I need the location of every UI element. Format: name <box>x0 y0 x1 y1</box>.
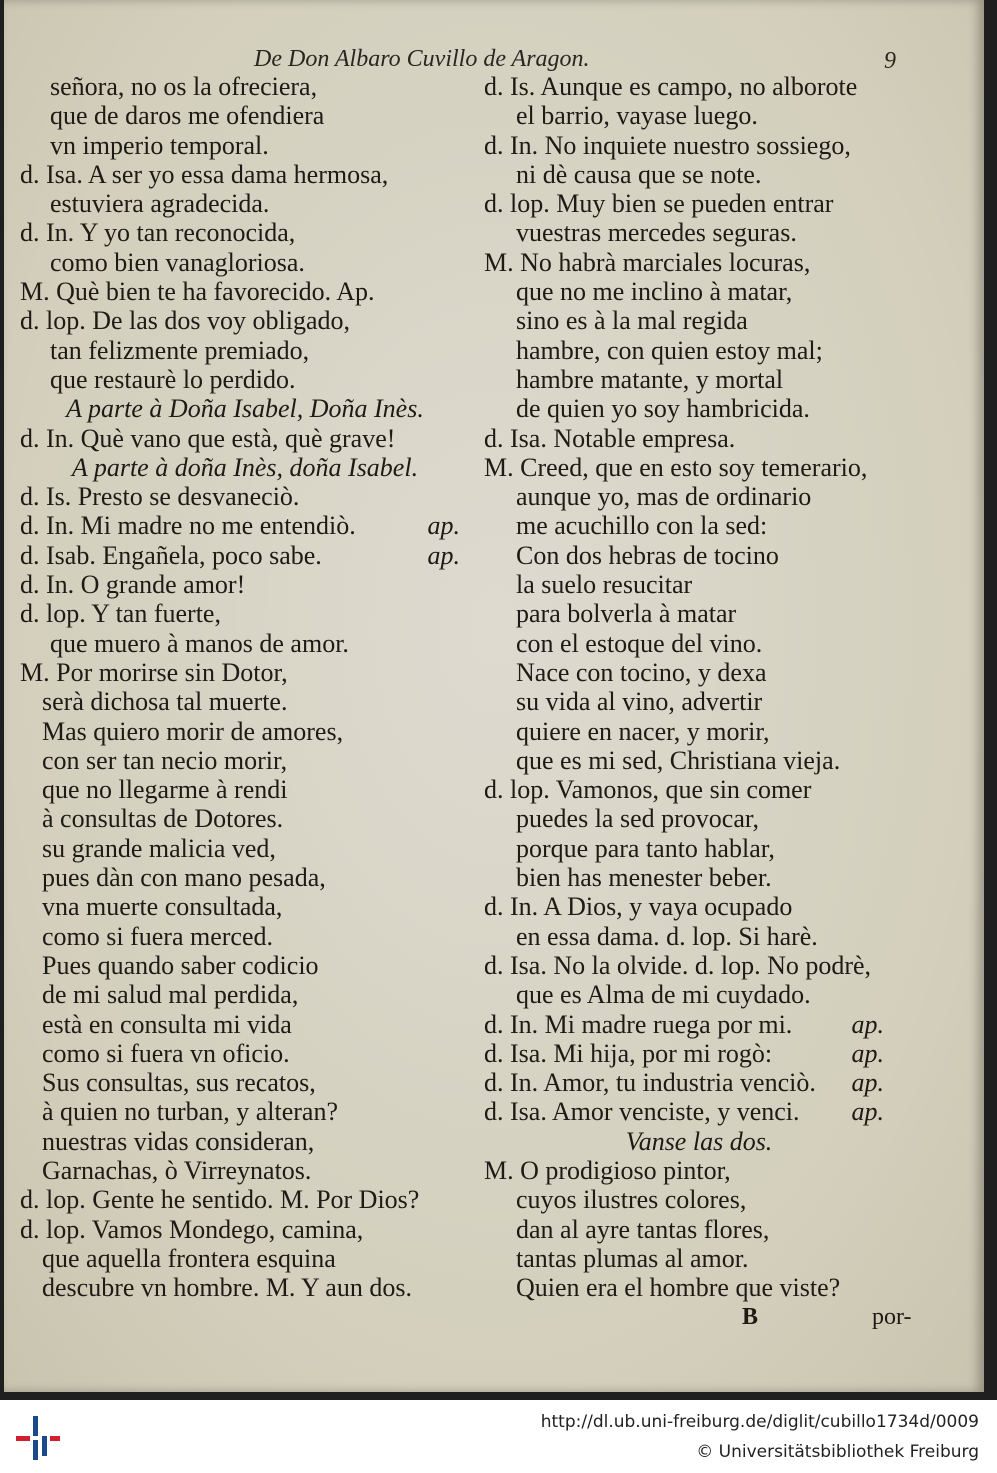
verse-line <box>484 1068 914 1097</box>
verse-text: que es Alma de mi cuydado. <box>516 980 811 1010</box>
verse-line <box>484 131 914 160</box>
verse-line <box>484 218 914 247</box>
verse-line <box>484 453 914 482</box>
verse-line <box>484 951 914 980</box>
verse-text: està en consulta mi vida <box>42 1009 292 1039</box>
verse-line <box>484 482 914 511</box>
verse-line <box>20 1039 470 1068</box>
verse-line <box>484 892 914 921</box>
verse-line <box>20 863 470 892</box>
running-title: De Don Albaro Cuvillo de Aragon. <box>254 46 590 72</box>
left-text-column <box>20 72 470 1302</box>
verse-text: d. Isa. Notable empresa. <box>484 423 736 453</box>
logo-bar-bottom <box>33 1440 38 1460</box>
verse-line <box>484 1185 914 1214</box>
verse-line <box>20 1127 470 1156</box>
verse-text: d. lop. Vamonos, que sin comer <box>484 775 812 805</box>
verse-line <box>484 336 914 365</box>
verse-text: Quien era el hombre que viste? <box>516 1273 841 1303</box>
aside-marker: ap. <box>851 1038 884 1068</box>
verse-text: que no llegarme à rendi <box>42 775 288 805</box>
verse-line <box>484 1156 914 1185</box>
verse-line <box>20 746 470 775</box>
verse-text: para bolverla à matar <box>516 599 737 629</box>
ub-freiburg-logo-icon <box>14 1414 62 1462</box>
verse-line <box>20 922 470 951</box>
verse-line <box>20 1273 470 1302</box>
verse-text: con ser tan necio morir, <box>42 745 288 775</box>
verse-line <box>20 1097 470 1126</box>
verse-text: d. Isa. No la olvide. d. lop. No podrè, <box>484 950 872 980</box>
verse-text: Garnachas, ò Virreynatos. <box>42 1155 312 1185</box>
verse-text: M. Què bien te ha favorecido. Ap. <box>20 277 375 307</box>
verse-line <box>20 277 470 306</box>
verse-line <box>484 189 914 218</box>
verse-text: con el estoque del vino. <box>516 628 763 658</box>
aside-marker: ap. <box>427 511 460 541</box>
verse-line <box>20 248 470 277</box>
verse-line <box>484 72 914 101</box>
verse-line <box>484 629 914 658</box>
verse-line <box>20 541 470 570</box>
verse-line <box>20 980 470 1009</box>
verse-line <box>484 1215 914 1244</box>
verse-text: M. Por morirse sin Dotor, <box>20 657 288 687</box>
verse-line <box>20 687 470 716</box>
verse-line <box>20 189 470 218</box>
verse-text: señora, no os la ofreciera, <box>50 72 318 101</box>
verse-line <box>20 424 470 453</box>
verse-text: Nace con tocino, y dexa <box>516 657 767 687</box>
verse-line <box>484 1097 914 1126</box>
verse-text: d. Isa. A ser yo essa dama hermosa, <box>20 159 389 189</box>
verse-line <box>20 365 470 394</box>
verse-line <box>484 541 914 570</box>
verse-text: d. Is. Aunque es campo, no alborote <box>484 72 858 101</box>
verse-text: aunque yo, mas de ordinario <box>516 482 812 512</box>
verse-text: como bien vanagloriosa. <box>50 247 305 277</box>
verse-text: d. lop. Vamos Mondego, camina, <box>20 1214 364 1244</box>
verse-text: que no me inclino à matar, <box>516 277 793 307</box>
verse-line <box>484 101 914 130</box>
verse-text: d. In. Amor, tu industria venciò. <box>484 1068 816 1098</box>
verse-text: estuviera agradecida. <box>50 189 270 219</box>
verse-text: d. lop. De las dos voy obligado, <box>20 306 351 336</box>
verse-text: d. Isa. Mi hija, por mi rogò: <box>484 1038 773 1068</box>
verse-line <box>20 131 470 160</box>
verse-text: M. No habrà marciales locuras, <box>484 247 811 277</box>
verse-text: su grande malicia ved, <box>42 833 276 863</box>
verse-text: que es mi sed, Christiana vieja. <box>516 745 841 775</box>
verse-line <box>20 1244 470 1273</box>
verse-line <box>20 1010 470 1039</box>
verse-line <box>20 511 470 540</box>
viewer-footer <box>0 1400 997 1473</box>
verse-text: vna muerte consultada, <box>42 892 283 922</box>
verse-line <box>20 101 470 130</box>
verse-text: Vanse las dos. <box>625 1126 773 1156</box>
verse-line <box>484 1273 914 1302</box>
verse-line <box>20 482 470 511</box>
logo-bar-left <box>16 1436 30 1441</box>
verse-text: tan felizmente premiado, <box>50 335 310 365</box>
verse-text: hambre, con quien estoy mal; <box>516 335 823 365</box>
verse-line <box>484 248 914 277</box>
verse-text: que aquella frontera esquina <box>42 1243 336 1273</box>
verse-line <box>484 160 914 189</box>
verse-text: Mas quiero morir de amores, <box>42 716 344 746</box>
verse-text: A parte à doña Inès, doña Isabel. <box>71 452 419 482</box>
verse-text: dan al ayre tantas flores, <box>516 1214 770 1244</box>
logo-bar-top <box>33 1416 38 1436</box>
verse-text: me acuchillo con la sed: <box>516 511 768 541</box>
verse-text: como si fuera merced. <box>42 921 274 951</box>
verse-line <box>20 570 470 599</box>
verse-line <box>484 1127 914 1156</box>
verse-line <box>484 804 914 833</box>
verse-line <box>484 1039 914 1068</box>
verse-line <box>484 424 914 453</box>
verse-line <box>484 306 914 335</box>
verse-line <box>484 746 914 775</box>
aside-marker: ap. <box>851 1097 884 1127</box>
logo-bar-far-right <box>50 1436 60 1441</box>
verse-line <box>20 599 470 628</box>
verse-line <box>484 394 914 423</box>
catchword: por- <box>872 1304 912 1330</box>
aside-marker: ap. <box>427 540 460 570</box>
verse-text: Pues quando saber codicio <box>42 950 319 980</box>
verse-text: M. O prodigioso pintor, <box>484 1155 731 1185</box>
verse-text: puedes la sed provocar, <box>516 804 759 834</box>
verse-text: d. In. Y yo tan reconocida, <box>20 218 296 248</box>
verse-line <box>484 511 914 540</box>
verse-text: d. lop. Gente he sentido. M. Por Dios? <box>20 1185 420 1215</box>
verse-line <box>20 951 470 980</box>
verse-text: la suelo resucitar <box>516 570 693 600</box>
verse-text: descubre vn hombre. M. Y aun dos. <box>42 1273 412 1303</box>
verse-text: d. lop. Muy bien se pueden entrar <box>484 189 834 219</box>
verse-text: d. In. O grande amor! <box>20 570 246 600</box>
verse-line <box>20 1215 470 1244</box>
verse-text: d. In. No inquiete nuestro sossiego, <box>484 130 851 160</box>
verse-line <box>484 834 914 863</box>
page-number: 9 <box>884 48 896 74</box>
logo-bar-right <box>42 1436 47 1456</box>
verse-text: nuestras vidas consideran, <box>42 1126 315 1156</box>
signature-mark: B <box>742 1304 759 1330</box>
verse-text: d. In. Mi madre no me entendiò. <box>20 511 356 541</box>
verse-text: hambre matante, y mortal <box>516 364 784 394</box>
verse-text: sino es à la mal regida <box>516 306 748 336</box>
aside-marker: ap. <box>851 1068 884 1098</box>
verse-text: d. In. Què vano que està, què grave! <box>20 423 396 453</box>
verse-text: cuyos ilustres colores, <box>516 1185 747 1215</box>
verse-text: que de daros me ofendiera <box>50 101 325 131</box>
verse-text: su vida al vino, advertir <box>516 687 763 717</box>
verse-line <box>20 72 470 101</box>
verse-text: porque para tanto hablar, <box>516 833 775 863</box>
verse-text: el barrio, vayase luego. <box>516 101 758 131</box>
verse-line <box>20 1068 470 1097</box>
verse-text: A parte à Doña Isabel, Doña Inès. <box>66 394 424 424</box>
verse-line <box>484 277 914 306</box>
verse-line <box>20 658 470 687</box>
verse-line <box>20 394 470 423</box>
verse-line <box>484 1244 914 1273</box>
verse-text: vn imperio temporal. <box>50 130 269 160</box>
verse-text: d. Isab. Engañela, poco sabe. <box>20 540 322 570</box>
verse-line <box>484 980 914 1009</box>
verse-line <box>20 306 470 335</box>
verse-text: ni dè causa que se note. <box>516 159 762 189</box>
verse-text: bien has menester beber. <box>516 863 772 893</box>
verse-line <box>484 717 914 746</box>
verse-line <box>484 775 914 804</box>
verse-line <box>20 717 470 746</box>
verse-text: d. In. A Dios, y vaya ocupado <box>484 892 793 922</box>
verse-text: Sus consultas, sus recatos, <box>42 1068 316 1098</box>
verse-line <box>484 863 914 892</box>
verse-line <box>20 775 470 804</box>
verse-line <box>20 453 470 482</box>
verse-text: que muero à manos de amor. <box>50 628 349 658</box>
verse-line <box>20 1185 470 1214</box>
verse-text: que restaurè lo perdido. <box>50 364 296 394</box>
aside-marker: ap. <box>851 1009 884 1039</box>
verse-line <box>20 160 470 189</box>
copyright-notice: © Universitätsbibliothek Freiburg <box>696 1442 979 1462</box>
verse-text: de mi salud mal perdida, <box>42 980 299 1010</box>
verse-line <box>20 1156 470 1185</box>
verse-line <box>484 687 914 716</box>
permalink-url[interactable]: http://dl.ub.uni-freiburg.de/diglit/cubillo1734d/0009 <box>540 1412 979 1432</box>
verse-text: quiere en nacer, y morir, <box>516 716 770 746</box>
verse-text: como si fuera vn oficio. <box>42 1038 290 1068</box>
verse-line <box>484 1010 914 1039</box>
verse-text: en essa dama. d. lop. Si harè. <box>516 921 818 951</box>
verse-line <box>484 570 914 599</box>
verse-text: M. Creed, que en esto soy temerario, <box>484 452 868 482</box>
verse-text: serà dichosa tal muerte. <box>42 687 288 717</box>
verse-text: d. lop. Y tan fuerte, <box>20 599 221 629</box>
verse-line <box>20 804 470 833</box>
verse-text: vuestras mercedes seguras. <box>516 218 797 248</box>
verse-line <box>484 658 914 687</box>
verse-line <box>20 218 470 247</box>
verse-line <box>484 365 914 394</box>
verse-line <box>20 336 470 365</box>
verse-line <box>20 834 470 863</box>
verse-text: à quien no turban, y alteran? <box>42 1097 338 1127</box>
verse-text: Con dos hebras de tocino <box>516 540 779 570</box>
verse-text: d. Is. Presto se desvaneciò. <box>20 482 300 512</box>
verse-line <box>20 892 470 921</box>
book-page <box>4 0 984 1392</box>
verse-line <box>484 599 914 628</box>
right-text-column <box>484 72 914 1302</box>
verse-text: tantas plumas al amor. <box>516 1243 749 1273</box>
verse-text: d. Isa. Amor venciste, y venci. <box>484 1097 800 1127</box>
verse-text: à consultas de Dotores. <box>42 804 284 834</box>
verse-line <box>484 922 914 951</box>
verse-text: pues dàn con mano pesada, <box>42 863 326 893</box>
verse-text: d. In. Mi madre ruega por mi. <box>484 1009 793 1039</box>
verse-line <box>20 629 470 658</box>
verse-text: de quien yo soy hambricida. <box>516 394 810 424</box>
